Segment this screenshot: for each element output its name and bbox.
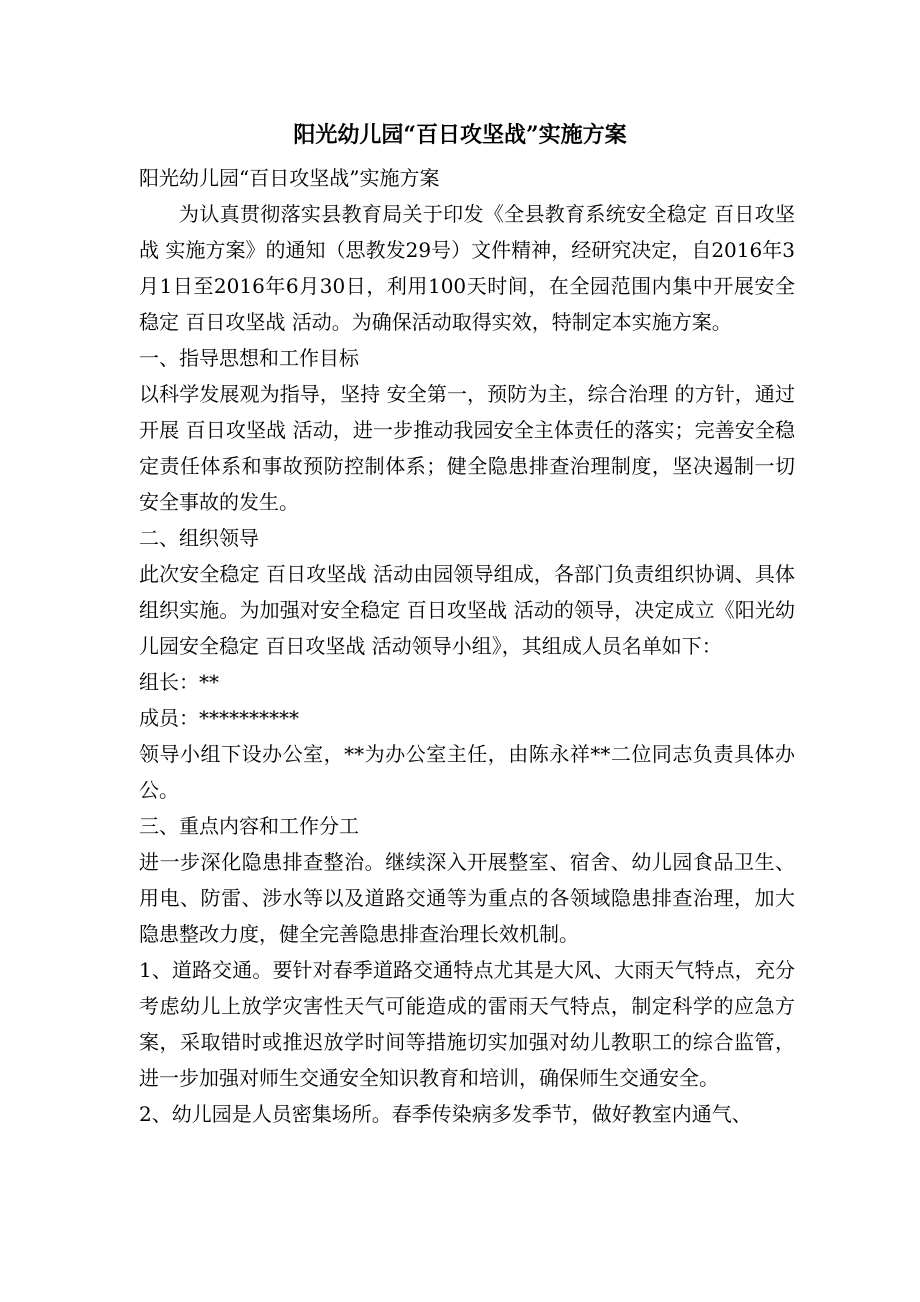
document-body	[139, 160, 795, 1132]
section-heading-3: 三、重点内容和工作分工	[139, 814, 359, 838]
item-2-paragraph: 2、幼儿园是人员密集场所。春季传染病多发季节，做好教室内通气、	[139, 1102, 752, 1126]
intro-paragraph: 为认真贯彻落实县教育局关于印发《全县教育系统安全稳定 百日攻坚战 实施方案》的通知（思教发29号）文件精神，经研究决定，自2016年3月1日至2016年6月30日，利用100天时间，在全园范围内集中开展安全稳定 百日攻坚战 活动。为确保活动取得实效，特制定本实施方案。	[139, 202, 795, 334]
section-heading-2: 二、组织领导	[139, 526, 259, 550]
item-1-paragraph: 1、道路交通。要针对春季道路交通特点尤其是大风、大雨天气特点，充分考虑幼儿上放学灾害性天气可能造成的雷雨天气特点，制定科学的应急方案，采取错时或推迟放学时间等措施切实加强对幼儿教职工的综合监管，进一步加强对师生交通安全知识教育和培训，确保师生交通安全。	[139, 958, 795, 1090]
office-paragraph: 领导小组下设办公室，**为办公室主任，由陈永祥**二位同志负责具体办公。	[139, 742, 795, 802]
section-3-paragraph: 进一步深化隐患排查整治。继续深入开展整室、宿舍、幼儿园食品卫生、用电、防雷、涉水等以及道路交通等为重点的各领域隐患排查治理，加大隐患整改力度，健全完善隐患排查治理长效机制。	[139, 850, 795, 946]
section-heading-1: 一、指导思想和工作目标	[139, 346, 359, 370]
members-line: 成员：**********	[139, 706, 299, 730]
section-1-paragraph: 以科学发展观为指导，坚持 安全第一，预防为主，综合治理 的方针，通过开展 百日攻坚战 活动，进一步推动我园安全主体责任的落实；完善安全稳定责任体系和事故预防控制体系；健全隐患排查治理制度，坚决遏制一切安全事故的发生。	[139, 382, 795, 514]
section-2-paragraph: 此次安全稳定 百日攻坚战 活动由园领导组成，各部门负责组织协调、具体组织实施。为加强对安全稳定 百日攻坚战 活动的领导，决定成立《阳光幼儿园安全稳定 百日攻坚战 活动领导小组》，其组成人员名单如下：	[139, 562, 795, 658]
document-title: 阳光幼儿园“百日攻坚战”实施方案	[293, 122, 627, 148]
subtitle-paragraph: 阳光幼儿园“百日攻坚战”实施方案	[139, 166, 440, 190]
leader-line: 组长：**	[139, 670, 219, 694]
